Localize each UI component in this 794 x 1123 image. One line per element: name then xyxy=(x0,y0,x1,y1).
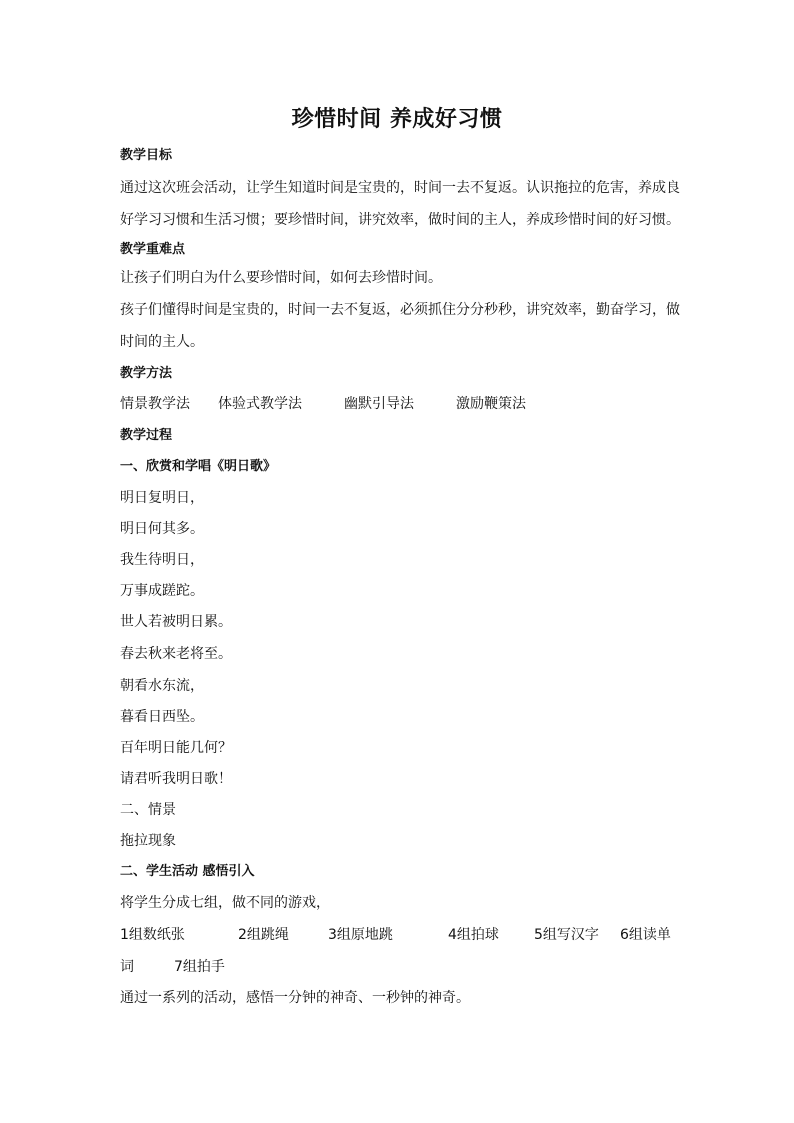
poem-line: 我生待明日， xyxy=(120,552,204,568)
method-heading: 教学方法 xyxy=(120,366,173,381)
section1-heading: 一、欣赏和学唱《明日歌》 xyxy=(120,459,277,474)
section2-text: 拖拉现象 xyxy=(120,833,176,849)
poem-line: 春去秋来老将至。 xyxy=(120,646,232,662)
section3-text: 将学生分成七组，做不同的游戏， xyxy=(120,895,330,911)
poem-line: 百年明日能几何？ xyxy=(120,740,232,756)
goal-paragraph: 通过这次班会活动，让学生知道时间是宝贵的，时间一去不复返。认识拖拉的危害，养成良好学习习惯和生活习惯；要珍惜时间，讲究效率，做时间的主人，养成珍惜时间的好习惯。 xyxy=(120,180,680,228)
poem-line: 明日复明日， xyxy=(120,490,204,506)
group-item: 4组拍球 xyxy=(448,927,499,943)
poem-line: 朝看水东流， xyxy=(120,678,204,694)
poem-line: 请君听我明日歌！ xyxy=(120,771,232,787)
group-item: 1组数纸张 xyxy=(120,927,185,943)
group-item: 5组写汉字 xyxy=(534,927,599,943)
method-item: 情景教学法 xyxy=(120,396,190,412)
method-item: 激励鞭策法 xyxy=(456,396,526,412)
poem-line: 明日何其多。 xyxy=(120,521,204,537)
section3-heading: 二、学生活动 感悟引入 xyxy=(120,864,255,879)
key-paragraph-2: 孩子们懂得时间是宝贵的，时间一去不复返，必须抓住分分秒秒，讲究效率，勤奋学习，做时间的主人。 xyxy=(120,302,680,350)
method-item: 幽默引导法 xyxy=(344,396,414,412)
poem-line: 万事成蹉跎。 xyxy=(120,583,204,599)
group-item: 7组拍手 xyxy=(174,959,225,975)
group-item: 2组跳绳 xyxy=(238,927,289,943)
poem-line: 暮看日西坠。 xyxy=(120,709,204,725)
goal-heading: 教学目标 xyxy=(120,148,173,163)
key-heading: 教学重难点 xyxy=(120,242,186,257)
group-item: 6组读单 xyxy=(620,927,671,943)
page-title: 珍惜时间 养成好习惯 xyxy=(291,107,503,132)
group-item: 词 xyxy=(120,959,134,975)
conclusion: 通过一系列的活动，感悟一分钟的神奇、一秒钟的神奇。 xyxy=(120,990,470,1006)
poem-line: 世人若被明日累。 xyxy=(120,614,232,630)
section2-label: 二、情景 xyxy=(120,802,176,818)
key-paragraph-1: 让孩子们明白为什么要珍惜时间，如何去珍惜时间。 xyxy=(120,270,442,286)
process-heading: 教学过程 xyxy=(120,428,173,443)
method-item: 体验式教学法 xyxy=(218,396,302,412)
group-item: 3组原地跳 xyxy=(328,927,393,943)
